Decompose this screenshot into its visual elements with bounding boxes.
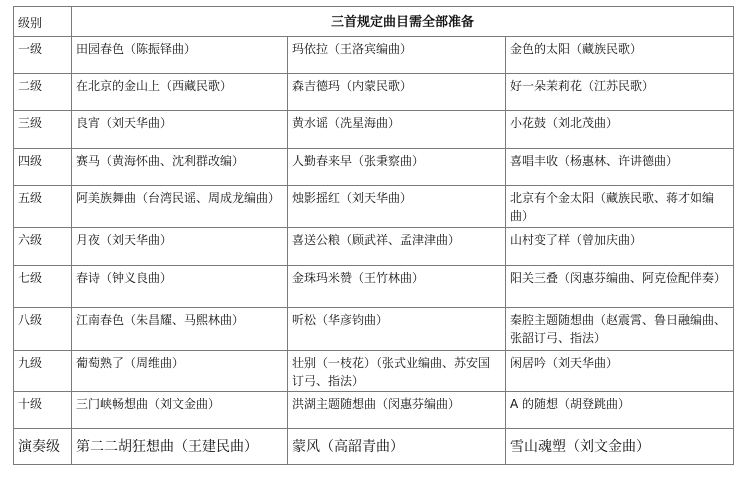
table-row — [14, 308, 734, 351]
level-cell: 六级 — [14, 228, 72, 266]
level-cell: 七级 — [14, 266, 72, 308]
piece-cell: 喜唱丰收（杨惠林、许讲德曲） — [506, 149, 734, 186]
piece-cell: 阳关三叠（闵惠芬编曲、阿克俭配伴奏） — [506, 266, 734, 308]
header-row — [14, 7, 734, 37]
level-cell: 九级 — [14, 351, 72, 392]
piece-cell: 黄水谣（冼星海曲） — [288, 111, 506, 149]
piece-cell: 月夜（刘天华曲） — [72, 228, 288, 266]
piece-cell: 葡萄熟了（周维曲） — [72, 351, 288, 392]
table-row — [14, 228, 734, 266]
piece-cell: 人勤春来早（张秉察曲） — [288, 149, 506, 186]
piece-cell: 雪山魂塑（刘文金曲） — [506, 429, 734, 465]
level-cell: 二级 — [14, 74, 72, 111]
table-row — [14, 351, 734, 392]
piece-cell: 春诗（钟义良曲） — [72, 266, 288, 308]
level-cell: 三级 — [14, 111, 72, 149]
table-row — [14, 266, 734, 308]
piece-cell: 洪湖主题随想曲（闵惠芬编曲） — [288, 392, 506, 429]
level-cell: 十级 — [14, 392, 72, 429]
piece-cell: 第二二胡狂想曲（王建民曲） — [72, 429, 288, 465]
piece-cell: 玛依拉（王洛宾编曲） — [288, 37, 506, 74]
piece-cell: A 的随想（胡登跳曲） — [506, 392, 734, 429]
level-cell: 八级 — [14, 308, 72, 351]
piece-cell: 赛马（黄海怀曲、沈利群改编） — [72, 149, 288, 186]
page — [13, 6, 734, 465]
piece-cell: 闲居吟（刘天华曲） — [506, 351, 734, 392]
table-row — [14, 37, 734, 74]
piece-cell: 田园春色（陈振铎曲） — [72, 37, 288, 74]
repertoire-table — [13, 6, 734, 465]
level-cell: 五级 — [14, 186, 72, 228]
table-title: 三首规定曲目需全部准备 — [72, 7, 734, 37]
piece-cell: 阿美族舞曲（台湾民谣、周成龙编曲） — [72, 186, 288, 228]
piece-cell: 秦腔主题随想曲（赵震霄、鲁日融编曲、张韶订弓、指法） — [506, 308, 734, 351]
piece-cell: 金色的太阳（藏族民歌） — [506, 37, 734, 74]
piece-cell: 喜送公粮（顾武祥、孟津津曲） — [288, 228, 506, 266]
piece-cell: 蒙风（高韶青曲） — [288, 429, 506, 465]
level-cell: 演奏级 — [14, 429, 72, 465]
piece-cell: 在北京的金山上（西藏民歌） — [72, 74, 288, 111]
piece-cell: 江南春色（朱昌耀、马熙林曲） — [72, 308, 288, 351]
table-row — [14, 186, 734, 228]
table-row — [14, 149, 734, 186]
piece-cell: 山村变了样（曾加庆曲） — [506, 228, 734, 266]
piece-cell: 良宵（刘天华曲） — [72, 111, 288, 149]
table-row — [14, 429, 734, 465]
level-column-header: 级别 — [14, 7, 72, 37]
piece-cell: 金珠玛米赞（王竹林曲） — [288, 266, 506, 308]
table-row — [14, 74, 734, 111]
level-cell: 四级 — [14, 149, 72, 186]
level-cell: 一级 — [14, 37, 72, 74]
piece-cell: 壮别（一枝花）（张式业编曲、苏安国订弓、指法） — [288, 351, 506, 392]
piece-cell: 听松（华彦钧曲） — [288, 308, 506, 351]
piece-cell: 三门峡畅想曲（刘文金曲） — [72, 392, 288, 429]
piece-cell: 北京有个金太阳（藏族民歌、蒋才如编曲） — [506, 186, 734, 228]
piece-cell: 好一朵茉莉花（江苏民歌） — [506, 74, 734, 111]
table-row — [14, 392, 734, 429]
table-row — [14, 111, 734, 149]
piece-cell: 烛影摇红（刘天华曲） — [288, 186, 506, 228]
piece-cell: 小花鼓（刘北茂曲） — [506, 111, 734, 149]
piece-cell: 森吉德玛（内蒙民歌） — [288, 74, 506, 111]
